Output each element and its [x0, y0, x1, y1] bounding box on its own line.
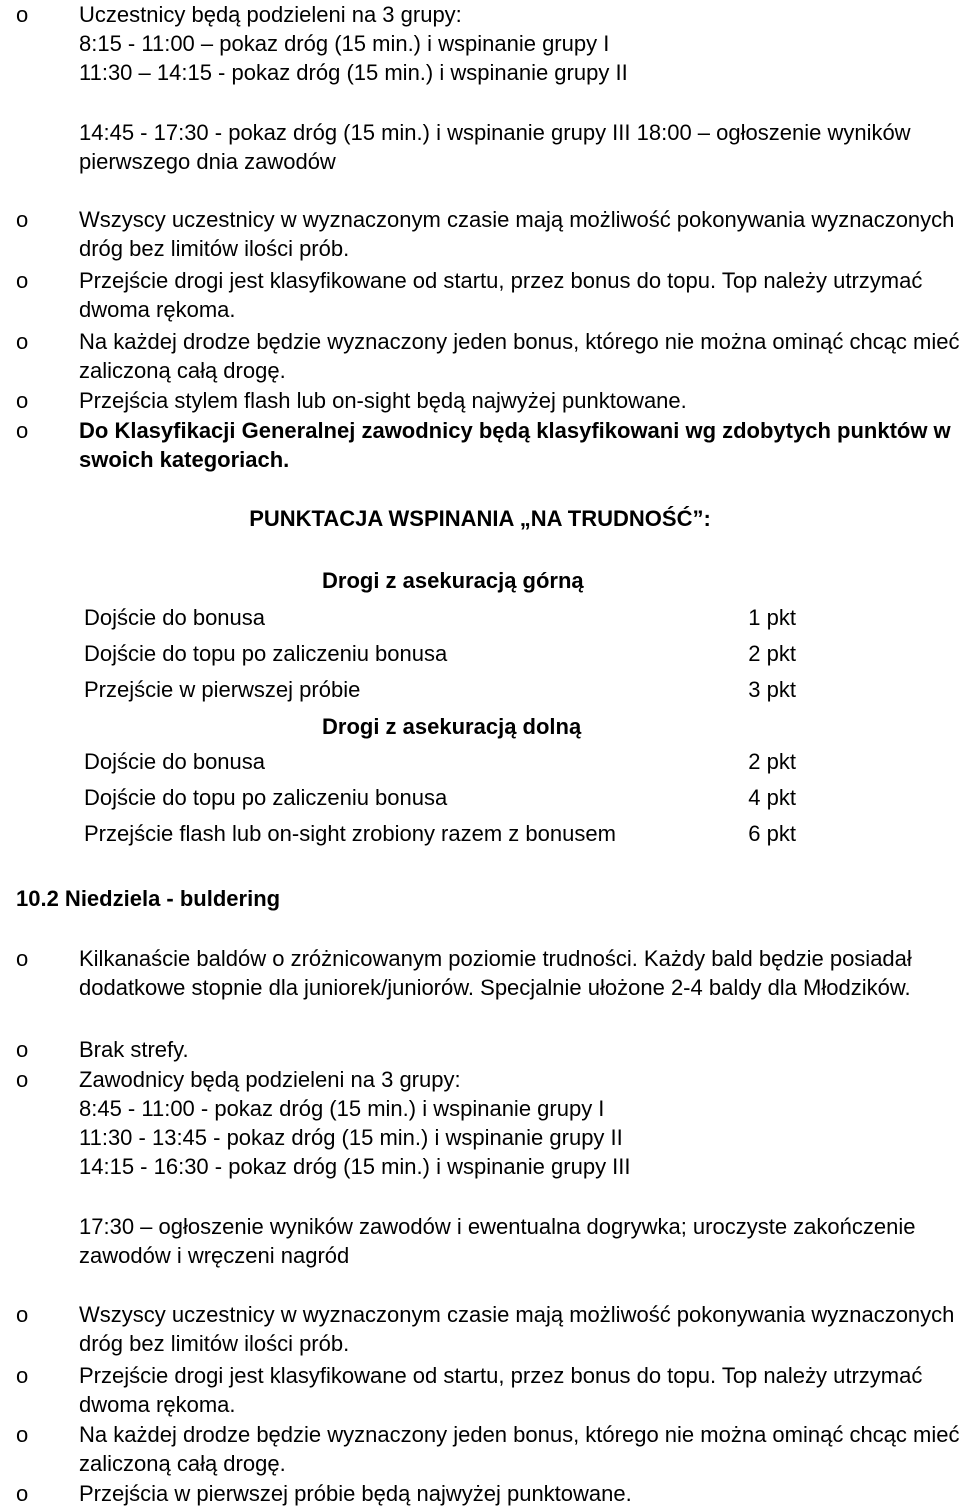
bullet-icon: o — [16, 418, 29, 443]
bullet-icon: o — [16, 1481, 29, 1506]
item-text: Przejścia w pierwszej próbie będą najwyżej punktowane. — [79, 1481, 632, 1506]
item-text: Na każdej drodze będzie wyznaczony jeden bonus, którego nie można ominąć chcąc mieć zaliczoną całą drogę. — [79, 329, 960, 383]
score-label: Dojście do bonusa — [84, 749, 266, 774]
bullet-icon: o — [16, 329, 29, 354]
item-text: Przejście drogi jest klasyfikowane od startu, przez bonus do topu. Top należy utrzymać dwoma rękoma. — [79, 268, 923, 322]
bullet-icon: o — [16, 1302, 29, 1327]
list-item — [0, 1420, 960, 1478]
list-item — [0, 1361, 960, 1419]
score-points: 4 pkt — [748, 785, 796, 810]
schedule-line-1: 8:45 - 11:00 - pokaz dróg (15 min.) i wspinanie grupy I — [79, 1096, 605, 1121]
score-label: Dojście do topu po zaliczeniu bonusa — [84, 785, 448, 810]
schedule-line-2: 11:30 – 14:15 - pokaz dróg (15 min.) i wspinanie grupy II — [79, 60, 628, 85]
list-item — [0, 416, 960, 474]
score-points: 3 pkt — [748, 677, 796, 702]
list-item — [0, 1479, 960, 1508]
item-text: Wszyscy uczestnicy w wyznaczonym czasie mają możliwość pokonywania wyznaczonych dróg bez limitów ilości prób. — [79, 1302, 955, 1356]
list-item — [0, 266, 960, 324]
schedule-line-1: 8:15 - 11:00 – pokaz dróg (15 min.) i wspinanie grupy I — [79, 31, 610, 56]
groups-list-item — [0, 1065, 960, 1181]
score-row — [84, 636, 796, 672]
score-points: 2 pkt — [748, 641, 796, 666]
bullet-icon: o — [16, 268, 29, 293]
list-item — [0, 1035, 960, 1064]
scoring-title: PUNKTACJA WSPINANIA „NA TRUDNOŚĆ”: — [249, 506, 711, 531]
item-text: Wszyscy uczestnicy w wyznaczonym czasie mają możliwość pokonywania wyznaczonych dróg bez limitów ilości prób. — [79, 207, 955, 261]
groups-item-text: Uczestnicy będą podzieleni na 3 grupy: — [79, 2, 462, 27]
bullet-icon: o — [16, 388, 29, 413]
item-text: Na każdej drodze będzie wyznaczony jeden bonus, którego nie można ominąć chcąc mieć zaliczoną całą drogę. — [79, 1422, 960, 1476]
bullet-icon: o — [16, 1067, 29, 1092]
item-text: Brak strefy. — [79, 1037, 189, 1062]
bullet-icon: o — [16, 1422, 29, 1447]
list-item — [0, 1300, 960, 1358]
closing-text: 17:30 – ogłoszenie wyników zawodów i ewentualna dogrywka; uroczyste zakończenie zawodów i wręczeni nagród — [79, 1214, 916, 1268]
score-label: Dojście do bonusa — [84, 605, 266, 630]
list-item — [0, 205, 960, 263]
score-row — [84, 672, 796, 708]
item-text: Przejścia stylem flash lub on-sight będą najwyżej punktowane. — [79, 388, 687, 413]
section-heading: 10.2 Niedziela - buldering — [16, 886, 281, 911]
list-item — [0, 944, 960, 1002]
score-row — [84, 744, 796, 780]
schedule-line-2: 11:30 - 13:45 - pokaz dróg (15 min.) i wspinanie grupy II — [79, 1125, 623, 1150]
groups-item-text: Zawodnicy będą podzieleni na 3 grupy: — [79, 1067, 461, 1092]
top-rope-heading: Drogi z asekuracją górną — [322, 568, 584, 593]
score-row — [84, 600, 796, 636]
score-label: Przejście flash lub on-sight zrobiony razem z bonusem — [84, 821, 616, 846]
bullet-icon: o — [16, 207, 29, 232]
score-points: 6 pkt — [748, 821, 796, 846]
item-text: Do Klasyfikacji Generalnej zawodnicy będą klasyfikowani wg zdobytych punktów w swoich kategoriach. — [79, 418, 951, 472]
score-points: 1 pkt — [748, 605, 796, 630]
bullet-icon: o — [16, 1363, 29, 1388]
item-text: Kilkanaście baldów o zróżnicowanym poziomie trudności. Każdy bald będzie posiadał dodatkowe stopnie dla juniorek/juniorów. Specjalnie ułożone 2-4 baldy dla Młodzików. — [79, 946, 912, 1000]
list-item — [0, 327, 960, 385]
schedule-line-3: 14:45 - 17:30 - pokaz dróg (15 min.) i wspinanie grupy III 18:00 – ogłoszenie wyników pierwszego dnia zawodów — [79, 120, 911, 174]
groups-list-item — [0, 0, 960, 87]
lead-heading: Drogi z asekuracją dolną — [322, 714, 582, 739]
schedule-line-3: 14:15 - 16:30 - pokaz dróg (15 min.) i wspinanie grupy III — [79, 1154, 631, 1179]
score-row — [84, 780, 796, 816]
score-points: 2 pkt — [748, 749, 796, 774]
score-label: Przejście w pierwszej próbie — [84, 677, 361, 702]
bullet-icon: o — [16, 1037, 29, 1062]
score-row — [84, 816, 796, 852]
bullet-icon: o — [16, 946, 29, 971]
score-label: Dojście do topu po zaliczeniu bonusa — [84, 641, 448, 666]
bullet-icon: o — [16, 2, 29, 27]
list-item — [0, 386, 960, 415]
item-text: Przejście drogi jest klasyfikowane od startu, przez bonus do topu. Top należy utrzymać dwoma rękoma. — [79, 1363, 923, 1417]
